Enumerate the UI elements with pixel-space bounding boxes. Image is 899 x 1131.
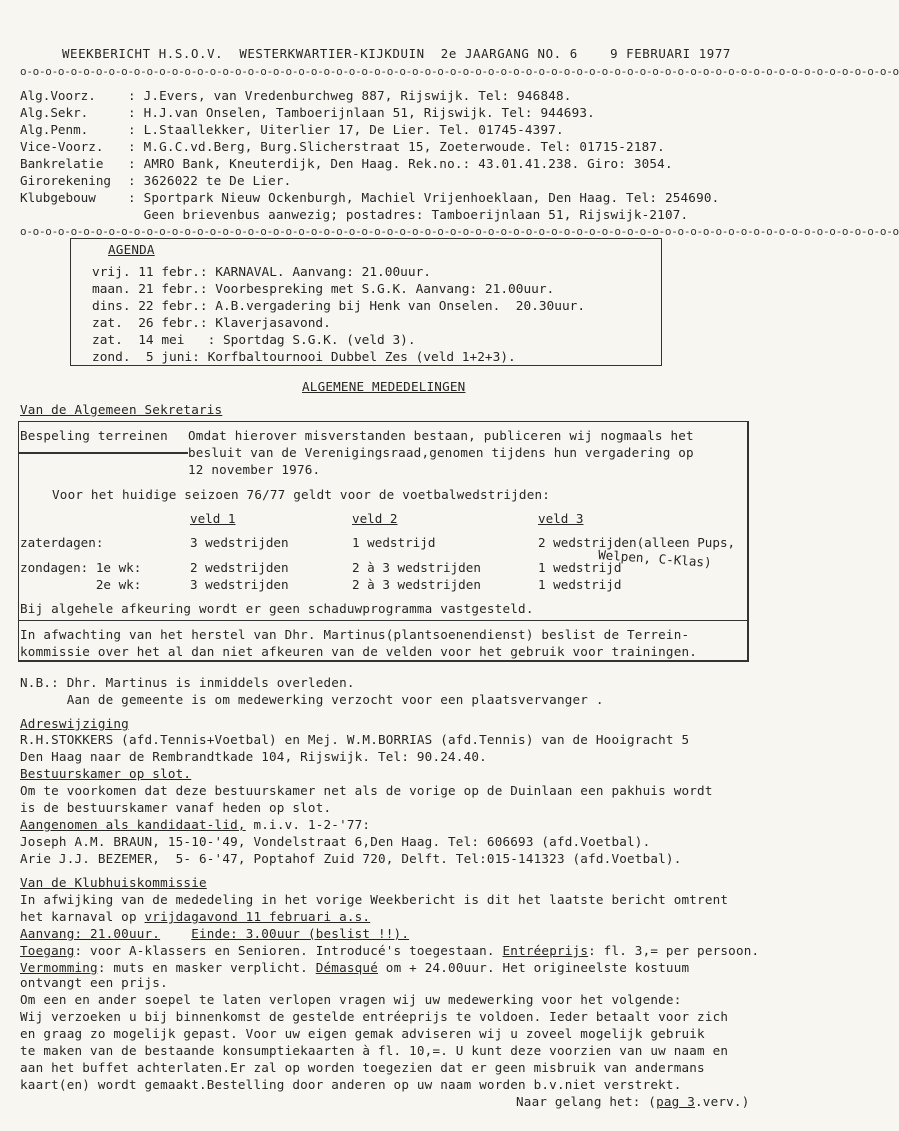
nb-line: Aan de gemeente is om medewerking verzocht voor een plaatsvervanger . (20, 692, 604, 707)
vermomming-label: Vermomming (20, 960, 98, 975)
row-label: zaterdagen: (20, 535, 104, 550)
official-label: Alg.Penm. (20, 122, 89, 137)
row-label: 2e wk: (20, 577, 142, 592)
official-value: : J.Evers, van Vredenburchweg 887, Rijswijk. Tel: 946848. (128, 88, 572, 103)
cell-veld1: 3 wedstrijden (190, 577, 289, 592)
agenda-title: AGENDA (108, 242, 155, 257)
season-line: Voor het huidige seizoen 76/77 geldt voor de voetbalwedstrijden: (52, 487, 551, 502)
klubhuis-body-line: Wij verzoeken u bij binnenkomst de gestelde entréeprijs te voldoen. Ieder betaalt voor zich (20, 1009, 729, 1024)
cell-veld1: 2 wedstrijden (190, 560, 289, 575)
topic-underline-box (18, 452, 188, 454)
official-label: Alg.Sekr. (20, 105, 89, 120)
cell-veld1: 3 wedstrijden (190, 535, 289, 550)
cell-veld2: 2 à 3 wedstrijden (352, 577, 481, 592)
terrain-topic: Bespeling terreinen (20, 428, 168, 443)
official-value: : AMRO Bank, Kneuterdijk, Den Haag. Rek.no.: 43.01.41.238. Giro: 3054. (128, 156, 673, 171)
klubhuis-line: In afwijking van de mededeling in het vorige Weekbericht is dit het laatste bericht omtrent (20, 892, 729, 907)
bestuurskamer-heading: Bestuurskamer op slot. (20, 766, 192, 781)
kandidaat-line: Joseph A.M. BRAUN, 15-10-'49, Vondelstraat 6,Den Haag. Tel: 606693 (afd.Voetbal). (20, 834, 651, 849)
adreswijziging-line: Den Haag naar de Rembrandtkade 104, Rijswijk. Tel: 90.24.40. (20, 749, 487, 764)
times-line (20, 926, 409, 942)
kandidaat-line: Arie J.J. BEZEMER, 5- 6-'47, Poptahof Zuid 720, Delft. Tel:015-141323 (afd.Voetbal). (20, 851, 682, 866)
official-value: : L.Staallekker, Uiterlier 17, De Lier. Tel. 01745-4397. (128, 122, 564, 137)
cell-veld3: 2 wedstrijden(alleen Pups, (538, 535, 736, 550)
section-title: ALGEMENE MEDEDELINGEN (302, 379, 466, 394)
column-header: veld 2 (352, 511, 398, 526)
toegang-label: Toegang (20, 943, 75, 958)
karnaval-date: vrijdagavond 11 februari a.s. (144, 909, 371, 924)
agenda-item: zat. 14 mei : Sportdag S.G.K. (veld 3). (92, 333, 416, 348)
cell-veld3: 1 wedstrijd (538, 577, 622, 592)
official-value: : H.J.van Onselen, Tamboerijnlaan 51, Rijswijk. Tel: 944693. (128, 105, 595, 120)
terrain-intro-line: besluit van de Verenigingsraad,genomen tijdens hun vergadering op (188, 445, 694, 460)
terrain-box-right (747, 421, 749, 661)
agenda-item: zat. 26 febr.: Klaverjasavond. (92, 316, 331, 331)
cell-veld3: 1 wedstrijd (538, 560, 622, 575)
official-label: Vice-Voorz. (20, 139, 104, 154)
entree-label: Entréeprijs (502, 943, 589, 958)
agenda-item: zond. 5 juni: Korfbaltournooi Dubbel Zes (veld 1+2+3). (92, 350, 516, 365)
herstel-line: In afwachting van het herstel van Dhr. Martinus(plantsoenendienst) beslist de Terrein- (20, 627, 690, 642)
vermomming-text: : muts en masker verplicht. (97, 960, 316, 975)
herstel-line: kommissie over het al dan niet afkeuren van de velden voor het gebruik voor trainingen. (20, 644, 698, 659)
aanvang-time: Aanvang: 21.00uur. (20, 926, 161, 941)
kandidaat-heading-line (20, 817, 370, 833)
continued-note (516, 1094, 749, 1110)
continued-page: pag 3 (656, 1094, 695, 1109)
klubhuis-body-line: te maken van de bestaande konsumptiekaarten à fl. 10,=. U kunt deze voorzien van uw naam en (20, 1043, 729, 1058)
prijs-line: ontvangt een prijs. (20, 975, 168, 990)
afkeuring-line: Bij algehele afkeuring wordt er geen schaduwprogramma vastgesteld. (20, 601, 534, 616)
terrain-box-bottom (18, 660, 749, 662)
column-header: veld 1 (190, 511, 236, 526)
official-label: Alg.Voorz. (20, 88, 96, 103)
official-value: Geen brievenbus aanwezig; postadres: Tamboerijnlaan 51, Rijswijk-2107. (128, 207, 689, 222)
cell-veld2: 2 à 3 wedstrijden (352, 560, 481, 575)
nb-line: N.B.: Dhr. Martinus is inmiddels overleden. (20, 675, 355, 690)
continued-suffix: .verv.) (695, 1094, 750, 1109)
klubhuis-body-line: en graag zo mogelijk gepast. Voor uw eigen gemak adviseren wij u zoveel mogelijk gebruik (20, 1026, 705, 1041)
klubhuis-heading: Van de Klubhuiskommissie (20, 875, 207, 890)
demasque-text: om + 24.00uur. Het origineelste kostuum (378, 960, 690, 975)
official-value: : M.G.C.vd.Berg, Burg.Slicherstraat 15, Zoeterwoude. Tel: 01715-2187. (128, 139, 665, 154)
header-divider: o-o-o-o-o-o-o-o-o-o-o-o-o-o-o-o-o-o-o-o-o-o-o-o-o-o-o-o-o-o-o-o-o-o-o-o-o-o-o-o-o-o-o-o-o-o-o-o-o-o-o-o-o-o-o-o-o-o-o-o-o-o-o-o-o-o-o-o-o-o (20, 65, 899, 78)
demasque-label: Démasqué (315, 960, 378, 975)
terrain-intro-line: Omdat hierover misverstanden bestaan, publiceren wij nogmaals het (188, 428, 694, 443)
official-label: Bankrelatie (20, 156, 104, 171)
adreswijziging-line: R.H.STOKKERS (afd.Tennis+Voetbal) en Mej. W.M.BORRIAS (afd.Tennis) van de Hooigracht 5 (20, 732, 690, 747)
terrain-intro-line: 12 november 1976. (188, 462, 321, 477)
continued-prefix: Naar gelang het: ( (516, 1094, 657, 1109)
officials-divider: o-o-o-o-o-o-o-o-o-o-o-o-o-o-o-o-o-o-o-o-o-o-o-o-o-o-o-o-o-o-o-o-o-o-o-o-o-o-o-o-o-o-o-o-o-o-o-o-o-o-o-o-o-o-o-o-o-o-o-o-o-o-o-o-o-o-o-o-o-o (20, 225, 899, 238)
column-header: veld 3 (538, 511, 584, 526)
cell-veld2: 1 wedstrijd (352, 535, 436, 550)
einde-time: Einde: 3.00uur (beslist !!). (191, 926, 410, 941)
toegang-text: : voor A-klassers en Senioren. Introducé's toegestaan. (74, 943, 503, 958)
klubhuis-body-line: aan het buffet achterlaten.Er zal op worden toegezien dat er geen misbruik van andermans (20, 1060, 705, 1075)
entree-text: : fl. 3,= per persoon. (588, 943, 760, 958)
official-label: Klubgebouw (20, 190, 96, 205)
kandidaat-heading-rest: m.i.v. 1-2-'77: (245, 817, 371, 832)
klubhuis-body-line: kaart(en) wordt gemaakt.Bestelling door anderen op uw naam worden b.v.niet verstrekt. (20, 1077, 682, 1092)
bestuurskamer-line: Om te voorkomen dat deze bestuurskamer net als de vorige op de Duinlaan een pakhuis wordt (20, 783, 713, 798)
official-value: : Sportpark Nieuw Ockenburgh, Machiel Vrijenhoeklaan, Den Haag. Tel: 254690. (128, 190, 720, 205)
agenda-item: vrij. 11 febr.: KARNAVAL. Aanvang: 21.00uur. (92, 265, 431, 280)
klubhuis-body-line: Om een en ander soepel te laten verlopen vragen wij uw medewerking voor het volgende: (20, 992, 682, 1007)
cell-veld3-cont: Welpen, C-Klas) (597, 547, 713, 570)
toegang-line (20, 943, 759, 959)
official-label: Girorekening (20, 173, 111, 188)
adreswijziging-heading: Adreswijziging (20, 716, 129, 731)
kandidaat-heading: Aangenomen als kandidaat-lid, (20, 817, 246, 832)
agenda-item: dins. 22 febr.: A.B.vergadering bij Henk van Onselen. 20.30uur. (92, 299, 586, 314)
newsletter-title: WEEKBERICHT H.S.O.V. WESTERKWARTIER-KIJKDUIN 2e JAARGANG NO. 6 9 FEBRUARI 1977 (62, 46, 731, 61)
bestuurskamer-line: is de bestuurskamer vanaf heden op slot. (20, 800, 332, 815)
row-label: zondagen: 1e wk: (20, 560, 142, 575)
official-value: : 3626022 te De Lier. (128, 173, 292, 188)
vermomming-line (20, 960, 689, 976)
agenda-item: maan. 21 febr.: Voorbespreking met S.G.K. Aanvang: 21.00uur. (92, 282, 555, 297)
afkeuring-rule (18, 620, 749, 621)
karnaval-prefix: het karnaval op (20, 909, 145, 924)
secretaris-heading: Van de Algemeen Sekretaris (20, 402, 223, 417)
klubhuis-line (20, 909, 370, 925)
